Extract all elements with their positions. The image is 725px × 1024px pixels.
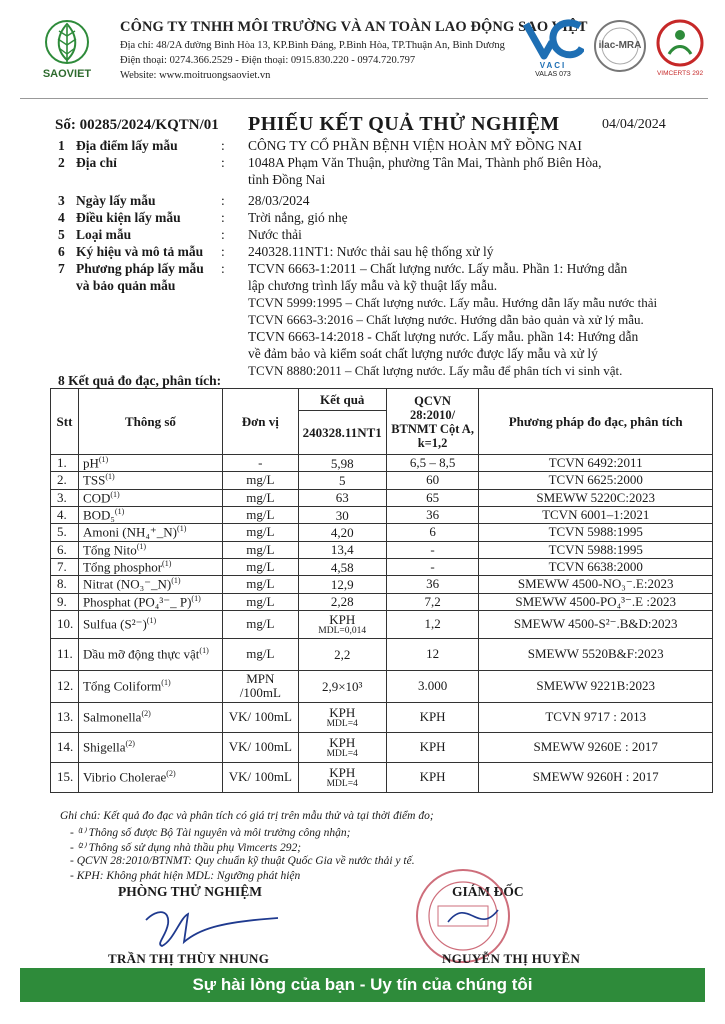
company-website: Website: www.moitruongsaoviet.vn <box>120 70 271 81</box>
result-value: 30 <box>335 507 349 523</box>
cell-unit: mg/L <box>222 638 298 670</box>
director-title: GIÁM ĐỐC <box>452 884 524 899</box>
param-footnote-mark: (1) <box>146 616 157 626</box>
company-address: Địa chỉ: 48/2A đường Bình Hòa 13, KP.Bình Đáng, P.Bình Hòa, TP.Thuận An, Bình Dương <box>120 40 505 51</box>
table-row <box>51 506 713 523</box>
cell-qcvn: 6 <box>386 524 479 541</box>
param-footnote-mark: (1) <box>136 541 147 551</box>
cell-method: TCVN 6492:2011 <box>479 455 713 472</box>
info-num: 6 <box>58 244 65 259</box>
cell-result <box>298 732 386 762</box>
col-header-param: Thông số <box>78 389 222 455</box>
cell-qcvn: 36 <box>386 506 479 523</box>
cell-qcvn: KPH <box>386 762 479 792</box>
document-title: PHIẾU KẾT QUẢ THỬ NGHIỆM <box>248 113 560 135</box>
result-value: 2,9×10³ <box>321 678 363 694</box>
table-row <box>51 702 713 732</box>
result-value: 5 <box>338 472 346 488</box>
cell-qcvn: KPH <box>386 732 479 762</box>
col-header-result: Kết quả <box>298 389 386 411</box>
info-num: 5 <box>58 227 65 242</box>
param-footnote-mark: (2) <box>125 739 135 749</box>
results-table <box>50 388 713 793</box>
cell-qcvn: 1,2 <box>386 610 479 638</box>
cell-qcvn: KPH <box>386 702 479 732</box>
info-value: 1048A Phạm Văn Thuận, phường Tân Mai, Thành phố Biên Hòa, <box>248 155 602 170</box>
director-name: NGUYỄN THỊ HUYỀN <box>442 951 581 966</box>
info-value: TCVN 6663-1:2011 – Chất lượng nước. Lấy mẫu. Phần 1: Hướng dẫn <box>248 261 628 276</box>
cell-method: SMEWW 5220C:2023 <box>479 489 713 506</box>
cell-method: TCVN 6638:2000 <box>479 558 713 575</box>
header-divider <box>20 98 708 99</box>
cell-param <box>78 472 222 489</box>
section-8-heading: 8 Kết quả đo đạc, phân tích: <box>58 373 222 388</box>
param-name: Tổng Nito <box>82 541 137 557</box>
cell-method: SMEWW 9260E : 2017 <box>479 732 713 762</box>
footer-slogan: Sự hài lòng của bạn - Uy tín của chúng tôi <box>192 975 533 994</box>
info-value: Trời nắng, gió nhẹ <box>248 210 348 225</box>
cell-param <box>78 541 222 558</box>
cell-unit: - <box>222 455 298 472</box>
info-value: lập chương trình lấy mẫu và kỹ thuật lấy mẫu. <box>248 278 498 293</box>
cell-stt: 1. <box>51 455 79 472</box>
col-header-sample: 240328.11NT1 <box>298 411 386 455</box>
cell-param <box>78 610 222 638</box>
note-line: - KPH: Không phát hiện MDL: Ngưỡng phát hiện <box>70 870 301 882</box>
cell-param <box>78 732 222 762</box>
table-row <box>51 576 713 593</box>
table-row <box>51 558 713 575</box>
company-name: CÔNG TY TNHH MÔI TRƯỜNG VÀ AN TOÀN LAO ĐỘNG SAO VIỆT <box>120 19 588 35</box>
cell-method: SMEWW 9260H : 2017 <box>479 762 713 792</box>
cell-param <box>78 558 222 575</box>
table-row <box>51 593 713 610</box>
table-row <box>51 541 713 558</box>
param-footnote-mark: (1) <box>177 524 187 534</box>
logo-text: SAOVIET <box>42 68 92 80</box>
param-name: Amoni (NH₄⁺_N) <box>82 524 178 540</box>
cell-unit: mg/L <box>222 593 298 610</box>
col-header-qcvn: QCVN 28:2010/ BTNMT Cột A, k=1,2 <box>386 389 479 455</box>
cell-qcvn: - <box>386 541 479 558</box>
table-row <box>51 524 713 541</box>
info-label: Điều kiện lấy mẫu <box>76 210 181 225</box>
info-label: Ngày lấy mẫu <box>76 193 156 208</box>
table-row <box>51 670 713 702</box>
info-value: CÔNG TY CỔ PHẦN BỆNH VIỆN HOÀN MỸ ĐỒNG NAI <box>248 138 582 153</box>
info-num: 2 <box>58 155 65 170</box>
result-value: KPH <box>329 764 356 780</box>
cell-qcvn: 6,5 – 8,5 <box>386 455 479 472</box>
cell-method: TCVN 5988:1995 <box>479 541 713 558</box>
cell-stt: 8. <box>51 576 79 593</box>
cell-result <box>298 638 386 670</box>
lab-title: PHÒNG THỬ NGHIỆM <box>118 884 263 899</box>
cell-result <box>298 455 386 472</box>
info-num: 4 <box>58 210 65 225</box>
result-value: 4,20 <box>330 524 354 540</box>
cell-result <box>298 524 386 541</box>
cell-param <box>78 762 222 792</box>
cell-unit: mg/L <box>222 610 298 638</box>
cell-param <box>78 593 222 610</box>
result-mdl-note: MDL=4 <box>326 718 358 729</box>
cell-method: SMEWW 5520B&F:2023 <box>479 638 713 670</box>
cell-unit: mg/L <box>222 506 298 523</box>
info-label: Loại mẫu <box>76 227 132 242</box>
cell-param <box>78 524 222 541</box>
cell-param <box>78 455 222 472</box>
cell-qcvn: 60 <box>386 472 479 489</box>
info-label: Địa chỉ <box>76 155 117 170</box>
vaci-code: VALAS 073 <box>535 71 571 78</box>
cell-stt: 11. <box>51 638 79 670</box>
info-value: 28/03/2024 <box>248 193 310 208</box>
cell-method: SMEWW 9221B:2023 <box>479 670 713 702</box>
info-label: Phương pháp lấy mẫu <box>76 261 204 276</box>
info-value: TCVN 6663-3:2016 – Chất lượng nước. Hướng dẫn bảo quản và xử lý mẫu. <box>248 312 644 327</box>
cell-qcvn: - <box>386 558 479 575</box>
cell-param <box>78 489 222 506</box>
info-colon: : <box>221 155 225 170</box>
table-header-row <box>51 389 713 411</box>
cell-stt: 3. <box>51 489 79 506</box>
param-footnote-mark: (1) <box>199 646 209 656</box>
cell-param <box>78 702 222 732</box>
info-value: TCVN 8880:2011 – Chất lượng nước. Lấy mẫu để phân tích vi sinh vật. <box>248 363 623 378</box>
cell-method: TCVN 6625:2000 <box>479 472 713 489</box>
company-phone: Điện thoại: 0274.366.2529 - Điện thoại: 0915.830.220 - 0974.720.797 <box>120 55 416 66</box>
table-row <box>51 489 713 506</box>
vaci-label: VACI <box>539 61 567 70</box>
cell-method: SMEWW 4500-S²⁻.B&D:2023 <box>479 610 713 638</box>
cell-result <box>298 489 386 506</box>
company-logo <box>38 18 96 88</box>
param-name: Nitrat (NO₃⁻_N) <box>82 576 172 592</box>
info-num: 1 <box>58 138 65 153</box>
cell-param <box>78 506 222 523</box>
info-label: và bảo quản mẫu <box>76 278 176 293</box>
info-colon: : <box>221 261 225 276</box>
param-footnote-mark: (1) <box>105 472 115 482</box>
cell-stt: 5. <box>51 524 79 541</box>
cell-qcvn: 12 <box>386 638 479 670</box>
info-value: TCVN 6663-14:2018 - Chất lượng nước. Lấy mẫu. phần 14: Hướng dẫn <box>248 329 639 344</box>
cell-unit: mg/L <box>222 524 298 541</box>
info-colon: : <box>221 227 225 242</box>
table-row <box>51 638 713 670</box>
result-value: 2,28 <box>330 594 354 610</box>
param-footnote-mark: (1) <box>98 455 109 464</box>
result-value: 12,9 <box>330 576 354 592</box>
cell-stt: 2. <box>51 472 79 489</box>
cell-unit: mg/L <box>222 558 298 575</box>
col-header-stt: Stt <box>51 389 79 455</box>
info-num: 7 <box>58 261 65 276</box>
cell-unit: VK/ 100mL <box>222 762 298 792</box>
cell-param <box>78 576 222 593</box>
cell-stt: 13. <box>51 702 79 732</box>
result-value: 13,4 <box>330 542 354 558</box>
cell-stt: 12. <box>51 670 79 702</box>
param-footnote-mark: (1) <box>110 489 120 499</box>
cell-qcvn: 36 <box>386 576 479 593</box>
param-name: Phosphat (PO₄³⁻_ P) <box>82 593 192 609</box>
note-line: - QCVN 28:2010/BTNMT: Quy chuẩn kỹ thuật Quốc Gia về nước thải y tế. <box>70 855 415 867</box>
document-date: 04/04/2024 <box>602 117 666 132</box>
info-value: Nước thải <box>248 227 302 242</box>
cell-param <box>78 670 222 702</box>
param-name: Salmonella <box>82 709 142 725</box>
param-name: BOD₅ <box>82 507 115 523</box>
info-colon: : <box>221 138 225 153</box>
cell-stt: 10. <box>51 610 79 638</box>
cell-result <box>298 576 386 593</box>
param-name: TSS <box>82 472 106 488</box>
note-line: - ⁽²⁾ Thông số sử dụng nhà thầu phụ Vimcerts 292; <box>70 842 302 854</box>
cell-stt: 9. <box>51 593 79 610</box>
cell-qcvn: 3.000 <box>386 670 479 702</box>
cell-method: TCVN 6001–1:2021 <box>479 506 713 523</box>
cell-qcvn: 7,2 <box>386 593 479 610</box>
cell-result <box>298 762 386 792</box>
info-colon: : <box>221 210 225 225</box>
cell-unit: mg/L <box>222 541 298 558</box>
result-value: KPH <box>329 734 356 750</box>
result-value: KPH <box>329 611 356 627</box>
info-value: tỉnh Đồng Nai <box>248 172 326 187</box>
result-value: KPH <box>329 704 356 720</box>
param-footnote-mark: (2) <box>166 769 176 779</box>
param-footnote-mark: (1) <box>161 678 171 688</box>
note-line: - ⁽¹⁾ Thông số được Bộ Tài nguyên và môi trường công nhận; <box>70 827 351 839</box>
document-number: Số: 00285/2024/KQTN/01 <box>55 117 219 133</box>
param-name: Shigella <box>82 739 126 755</box>
param-footnote-mark: (1) <box>114 506 125 516</box>
info-colon: : <box>221 244 225 259</box>
note-line: Ghi chú: Kết quả đo đạc và phân tích có giá trị trên mẫu thử và tại thời điểm đo; <box>60 810 434 822</box>
param-name: Tổng Coliform <box>82 678 162 694</box>
param-name: Tổng phosphor <box>82 559 163 575</box>
param-name: Sulfua (S²⁻) <box>82 616 147 632</box>
cell-result <box>298 593 386 610</box>
cell-unit: VK/ 100mL <box>222 702 298 732</box>
cell-result <box>298 702 386 732</box>
table-row <box>51 455 713 472</box>
col-header-unit: Đơn vị <box>222 389 298 455</box>
result-value: 5,98 <box>330 455 354 471</box>
cell-method: TCVN 9717 : 2013 <box>479 702 713 732</box>
table-row <box>51 762 713 792</box>
cell-result <box>298 558 386 575</box>
table-row <box>51 610 713 638</box>
param-footnote-mark: (1) <box>162 558 172 568</box>
cell-result <box>298 670 386 702</box>
vimcerts-label: VIMCERTS 292 <box>656 70 704 77</box>
cell-stt: 7. <box>51 558 79 575</box>
cell-unit: mg/L <box>222 489 298 506</box>
ilac-label: ilac-MRA <box>598 40 642 51</box>
table-row <box>51 732 713 762</box>
cell-unit: mg/L <box>222 472 298 489</box>
result-value: 4,58 <box>330 559 354 575</box>
info-num: 3 <box>58 193 65 208</box>
cell-stt: 6. <box>51 541 79 558</box>
info-value: TCVN 5999:1995 – Chất lượng nước. Lấy mẫu. Hướng dẫn lấy mẫu nước thải <box>248 295 658 310</box>
param-name: pH <box>82 455 99 471</box>
table-row <box>51 472 713 489</box>
param-footnote-mark: (1) <box>171 576 181 586</box>
lab-name: TRẦN THỊ THÙY NHUNG <box>108 951 270 966</box>
cell-unit: MPN /100mL <box>222 670 298 702</box>
result-value: 63 <box>335 490 349 506</box>
cell-method: SMEWW 4500-PO₄³⁻.E :2023 <box>479 593 713 610</box>
info-value: 240328.11NT1: Nước thải sau hệ thống xử lý <box>248 244 494 259</box>
lab-signature <box>128 900 298 957</box>
vaci-logo <box>522 18 584 82</box>
result-mdl-note: MDL=4 <box>326 778 358 789</box>
result-mdl-note: MDL=4 <box>326 748 358 759</box>
ilac-mra-logo <box>590 18 650 82</box>
cell-result <box>298 506 386 523</box>
info-label: Ký hiệu và mô tả mẫu <box>76 244 204 259</box>
result-value: 2,2 <box>334 646 351 662</box>
param-name: Dầu mỡ động thực vật <box>82 646 200 662</box>
param-name: Vibrio Cholerae <box>82 769 167 785</box>
info-value: về đảm bảo và kiểm soát chất lượng nước được lấy mẫu và xử lý <box>248 346 598 361</box>
param-footnote-mark: (2) <box>141 709 151 719</box>
cell-stt: 4. <box>51 506 79 523</box>
info-colon: : <box>221 193 225 208</box>
cell-result <box>298 472 386 489</box>
cell-method: SMEWW 4500-NO₃⁻.E:2023 <box>479 576 713 593</box>
cell-result <box>298 541 386 558</box>
cell-stt: 14. <box>51 732 79 762</box>
cell-stt: 15. <box>51 762 79 792</box>
cell-result <box>298 610 386 638</box>
col-header-method: Phương pháp đo đạc, phân tích <box>479 389 713 455</box>
info-label: Địa điểm lấy mẫu <box>76 138 178 153</box>
cell-param <box>78 638 222 670</box>
cell-method: TCVN 5988:1995 <box>479 524 713 541</box>
result-mdl-note: MDL=0,014 <box>318 625 367 636</box>
cell-unit: mg/L <box>222 576 298 593</box>
cell-unit: VK/ 100mL <box>222 732 298 762</box>
param-footnote-mark: (1) <box>191 593 201 603</box>
vimcerts-logo <box>655 18 705 82</box>
param-name: COD <box>82 489 111 505</box>
cell-qcvn: 65 <box>386 489 479 506</box>
